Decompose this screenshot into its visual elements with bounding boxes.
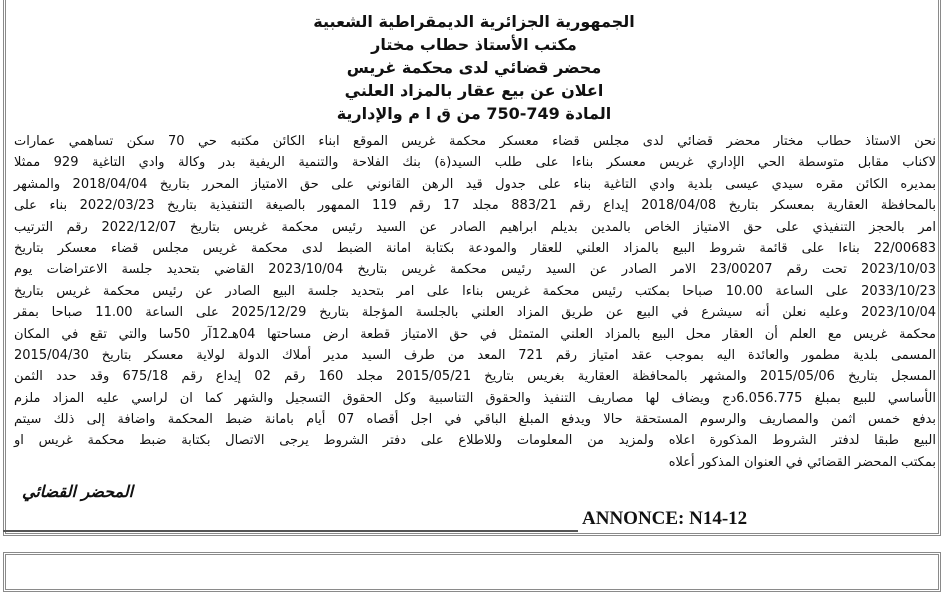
body-line: 2033/10/23 على الساعة 10.00 صباحا بمكتب رئيس محكمة غريس بناءا على امر بتحديد جلسة البيع الصادر عن رئيس محكمة غريس بتاريخ [14, 283, 937, 299]
header-title: اعلان عن بيع عقار بالمزاد العلني [344, 81, 604, 100]
signature: المحضر القضائي [22, 482, 134, 501]
body-line: بمديره الكائن مقره سيدي عيسى بلدية وادي التاغية بناء على جدول قيد الرهن القانوني على حق الامتياز المحرر بتاريخ 2018/04/04 والمشهر [14, 176, 936, 192]
body-line: لاكناب مقابل متوسطة الحي الإداري غريس معسكر بناءا على طلب السيد(ة) بنك الفلاحة والتنمية الريفية بدر وكالة وادي التاغية 929 ممثلا [14, 155, 936, 171]
notice-header [0, 10, 948, 125]
body-line: المسمى بلدية مطمور والعائدة اليه بموجب عقد امتياز رقم 721 المعد من طرف السيد مدير أملاك الدولة لولاية معسكر بتاريخ 2015/04/30 [14, 347, 936, 363]
header-republic: الجمهورية الجزائرية الديمقراطية الشعبية [313, 12, 635, 31]
body-line: الأساسي للبيع بمبلغ 6.056.775دج ويضاف لها مصاريف التنفيذ والحقوق التناسبية وكل الحقوق التسجيل والشهر كما ان لراسي عليه المزاد ملزم [14, 390, 936, 406]
body-line: محكمة غريس مع العلم أن العقار محل البيع بالمزاد العلني المتمثل في حق الامتياز قطعة ارض مساحتها 04هـ12آر 50سا والتي تقع في المكان [14, 326, 936, 342]
annonce-number: ANNONCE: N14-12 [578, 508, 751, 530]
header-article: المادة 749-750 من ق ا م والإدارية [336, 104, 612, 123]
next-notice-border [3, 552, 941, 592]
body-line: 2023/10/04 وعليه نعلن أنه سيشرع في البيع عن طريق المزاد العلني بالجلسة المؤجلة بتاريخ 2025/12/29 على الساعة 11.00 صباحا بمقر [14, 305, 936, 321]
body-line: البيع طبقا لدفتر الشروط المذكورة اعلاه ولمزيد من المعلومات وللاطلاع على دفتر الشروط يرجى الاتصال بكتابة ضبط محكمة غريس او [14, 433, 936, 449]
header-office: مكتب الأستاذ حطاب مختار [371, 35, 577, 54]
notice-body [14, 131, 936, 473]
body-line: بمكتب المحضر القضائي في العنوان المذكور أعلاه [668, 454, 936, 470]
body-line: نحن الاستاذ حطاب مختار محضر قضائي لدى مجلس قضاء معسكر محكمة غريس الموقع ابناء الكائن مكتبه حي 70 سكن تساهمي عمارات [14, 134, 936, 149]
body-line: المسجل بتاريخ 2015/05/06 والمشهر بالمحافظة العقارية بغريس بتاريخ 2015/05/21 مجلد 160 رقم 02 إيداع رقم 675/18 وقد حدد الثمن [14, 369, 936, 385]
body-line: 2023/10/03 تحت رقم 23/00207 الامر الصادر عن السيد رئيس محكمة غريس بتاريخ 2023/10/04 القاضي بتحديد جلسة الاعتراضات يوم [14, 262, 936, 278]
body-line: امر بالحجز التنفيذي على حق الامتياز الخاص بالمدين بديلم ابراهيم الصادر عن السيد رئيس محكمة غريس بتاريخ 2022/12/07 رقم الترتيب [14, 219, 936, 235]
body-line: بالمحافظة العقارية بمعسكر بتاريخ 2018/04/08 إيداع رقم 883/21 مجلد 17 رقم 119 الممهور بالصيغة التنفيذية بتاريخ 2022/03/23 بناء على [14, 198, 936, 214]
body-line: بدفع خمس اثمن والمصاريف والرسوم المستحقة حالا ويدفع المبلغ الباقي في اجل أقصاه 07 أيام بامانة ضبط المحكمة واضافة إلى ذلك سيتم [14, 412, 936, 428]
body-line: 22/00683 بناءا على قائمة شروط البيع بالمزاد العلني للعقار والمودعة بكتابة امانة الضبط لدى محكمة غريس مجلس قضاء معسكر بتاريخ [14, 240, 936, 256]
divider [3, 530, 578, 532]
header-bailiff: محضر قضائي لدى محكمة غريس [346, 58, 602, 77]
